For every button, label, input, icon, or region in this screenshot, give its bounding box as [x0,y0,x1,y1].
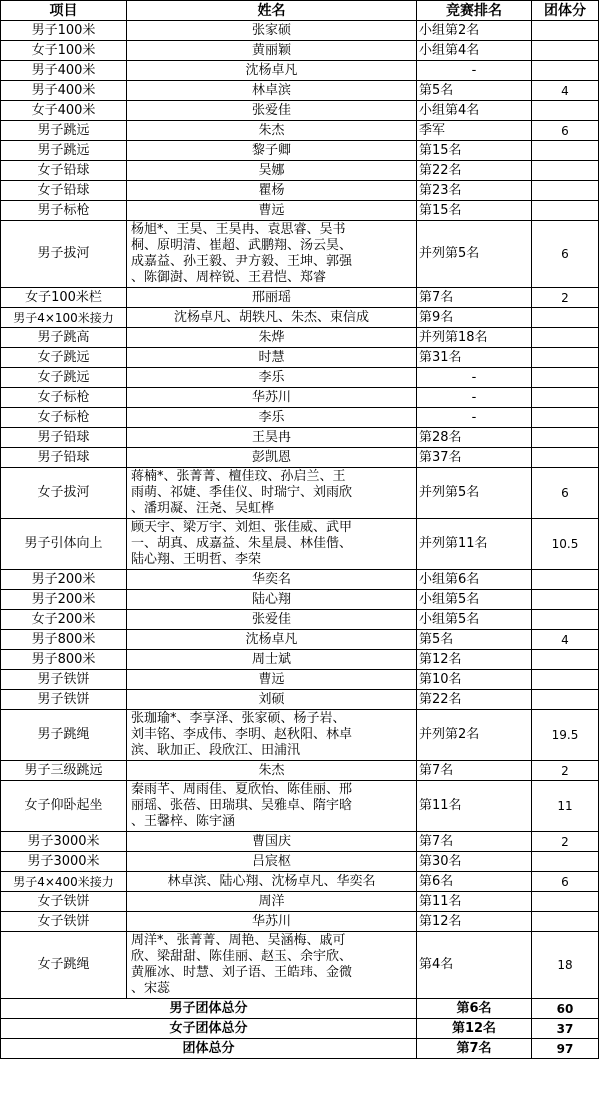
score-cell [532,201,599,221]
score-cell [532,650,599,670]
rank-cell: 第9名 [417,308,532,328]
table-row [1,308,599,328]
table-row [1,872,599,892]
total-rank: 第6名 [417,999,532,1019]
score-cell [532,328,599,348]
athlete-line: 张珈瑜*、李享泽、张家硕、杨子岩、 [131,711,346,726]
score-cell: 4 [532,630,599,650]
rank-cell: 季军 [417,121,532,141]
table-row [1,221,599,288]
total-score: 60 [532,999,599,1019]
score-cell [532,348,599,368]
score-cell [532,41,599,61]
rank-cell: 并列第18名 [417,328,532,348]
score-cell: 6 [532,121,599,141]
total-label: 男子团体总分 [1,999,417,1019]
athlete-line: 黄雁冰、时慧、刘子语、王皓玮、金微 [131,965,353,980]
table-row [1,519,599,570]
athlete-cell: 沈杨卓凡 [127,630,417,650]
athlete-line: 滨、耿加正、段欣江、田浦汛 [131,743,301,758]
score-cell [532,428,599,448]
table-row [1,590,599,610]
rank-cell: - [417,388,532,408]
event-cell: 男子800米 [1,630,127,650]
rank-cell: 第10名 [417,670,532,690]
score-cell: 2 [532,832,599,852]
score-cell [532,388,599,408]
athlete-cell [127,468,417,519]
score-cell [532,670,599,690]
athlete-line: 欣、梁甜甜、陈佳丽、赵玉、余宇欣、 [131,949,353,964]
athlete-cell [127,519,417,570]
rank-cell: 第22名 [417,690,532,710]
athlete-cell: 黎子卿 [127,141,417,161]
athlete-cell: 华苏川 [127,388,417,408]
table-row [1,81,599,101]
athlete-cell: 林卓滨、陆心翔、沈杨卓凡、华奕名 [127,872,417,892]
rank-cell: 第23名 [417,181,532,201]
table-row [1,468,599,519]
rank-cell: 第4名 [417,932,532,999]
rank-cell: 第6名 [417,872,532,892]
table-row [1,388,599,408]
table-row [1,932,599,999]
table-row [1,690,599,710]
event-cell: 男子跳远 [1,141,127,161]
rank-cell: 第12名 [417,912,532,932]
score-cell [532,161,599,181]
rank-cell: 第5名 [417,630,532,650]
rank-cell: 小组第2名 [417,21,532,41]
athlete-cell [127,932,417,999]
athlete-cell: 沈杨卓凡 [127,61,417,81]
athlete-cell: 刘硕 [127,690,417,710]
table-row [1,101,599,121]
event-cell: 男子三级跳远 [1,761,127,781]
rank-cell: 并列第5名 [417,221,532,288]
event-cell: 男子跳绳 [1,710,127,761]
rank-cell: 并列第11名 [417,519,532,570]
score-cell: 6 [532,872,599,892]
score-cell [532,892,599,912]
event-cell: 女子400米 [1,101,127,121]
table-row [1,761,599,781]
athlete-cell: 曹国庆 [127,832,417,852]
table-row [1,610,599,630]
total-score: 37 [532,1019,599,1039]
table-row [1,650,599,670]
event-cell: 女子跳绳 [1,932,127,999]
event-cell: 男子跳高 [1,328,127,348]
athlete-line: 刘丰铭、李成伟、李明、赵秋阳、林卓 [131,727,353,742]
athlete-cell: 彭凯恩 [127,448,417,468]
event-cell: 女子100米栏 [1,288,127,308]
score-cell: 4 [532,81,599,101]
rank-cell: 第28名 [417,428,532,448]
table-row [1,448,599,468]
rank-cell: 第37名 [417,448,532,468]
athlete-line: 陆心翔、王明哲、李荣 [131,552,262,567]
event-cell: 男子400米 [1,61,127,81]
athlete-cell: 李乐 [127,368,417,388]
table-row [1,368,599,388]
athlete-cell: 朱杰 [127,761,417,781]
table-row [1,852,599,872]
athlete-line: 雨萌、祁婕、季佳仪、时瑞宁、刘雨欣 [131,485,353,500]
athlete-cell [127,710,417,761]
table-row [1,288,599,308]
event-cell: 男子100米 [1,21,127,41]
rank-cell: 小组第4名 [417,41,532,61]
event-cell: 女子仰卧起坐 [1,781,127,832]
table-row [1,832,599,852]
athlete-cell: 张爱佳 [127,610,417,630]
athlete-cell: 华苏川 [127,912,417,932]
athlete-cell: 林卓滨 [127,81,417,101]
athlete-line: 、陈御澍、周梓锐、王君恺、郑睿 [131,270,327,285]
event-cell: 男子800米 [1,650,127,670]
event-cell: 男子标枪 [1,201,127,221]
rank-cell: 并列第5名 [417,468,532,519]
total-row [1,1039,599,1059]
athlete-cell: 周洋 [127,892,417,912]
athlete-cell: 王昊冉 [127,428,417,448]
rank-cell: 小组第6名 [417,570,532,590]
table-row [1,41,599,61]
score-cell [532,448,599,468]
table-row [1,710,599,761]
header-score: 团体分 [532,1,599,21]
athlete-cell: 吴娜 [127,161,417,181]
athlete-line: 桐、原明清、崔超、武鹏翔、汤云昊、 [131,238,353,253]
athlete-cell: 华奕名 [127,570,417,590]
total-score: 97 [532,1039,599,1059]
athlete-cell: 张家硕 [127,21,417,41]
athlete-line: 蒋楠*、张菁菁、檀佳玟、孙启兰、王 [131,469,346,484]
total-label: 团体总分 [1,1039,417,1059]
event-cell: 女子拔河 [1,468,127,519]
total-rank: 第7名 [417,1039,532,1059]
event-cell: 女子跳远 [1,348,127,368]
rank-cell: 并列第2名 [417,710,532,761]
score-cell: 6 [532,468,599,519]
athlete-line: 周洋*、张菁菁、周艳、吴涵梅、戚可 [131,933,346,948]
event-cell: 男子4×100米接力 [1,308,127,328]
event-cell: 男子200米 [1,570,127,590]
score-cell [532,912,599,932]
score-cell: 6 [532,221,599,288]
table-row [1,121,599,141]
event-cell: 男子铁饼 [1,690,127,710]
athlete-line: 顾天宇、梁万宇、刘炟、张佳威、武甲 [131,520,353,535]
event-cell: 女子铅球 [1,161,127,181]
event-cell: 女子铅球 [1,181,127,201]
athlete-cell: 曹远 [127,670,417,690]
table-row [1,912,599,932]
event-cell: 男子铁饼 [1,670,127,690]
athlete-line: 一、胡真、成嘉益、朱星晨、林佳偕、 [131,536,353,551]
athlete-cell: 周士斌 [127,650,417,670]
table-row [1,570,599,590]
score-cell [532,61,599,81]
rank-cell: - [417,408,532,428]
event-cell: 女子标枪 [1,408,127,428]
score-cell [532,852,599,872]
total-row [1,999,599,1019]
rank-cell: 小组第5名 [417,590,532,610]
athlete-line: 秦雨芊、周雨佳、夏欣怡、陈佳丽、邢 [131,782,353,797]
score-cell [532,610,599,630]
score-cell: 2 [532,288,599,308]
score-cell [532,141,599,161]
header-item: 项目 [1,1,127,21]
event-cell: 男子跳远 [1,121,127,141]
rank-cell: 第7名 [417,832,532,852]
header-name: 姓名 [127,1,417,21]
table-row [1,201,599,221]
score-cell [532,308,599,328]
event-cell: 男子3000米 [1,852,127,872]
rank-cell: 小组第4名 [417,101,532,121]
rank-cell: 第31名 [417,348,532,368]
score-cell: 18 [532,932,599,999]
table-row [1,428,599,448]
athlete-cell: 曹远 [127,201,417,221]
rank-cell: - [417,368,532,388]
header-row [1,1,599,21]
event-cell: 男子拔河 [1,221,127,288]
event-cell: 男子400米 [1,81,127,101]
rank-cell: 第5名 [417,81,532,101]
score-cell: 2 [532,761,599,781]
table-row [1,328,599,348]
athlete-cell: 黄丽颖 [127,41,417,61]
score-cell [532,101,599,121]
athlete-cell: 朱杰 [127,121,417,141]
event-cell: 女子100米 [1,41,127,61]
event-cell: 男子引体向上 [1,519,127,570]
rank-cell: 第7名 [417,761,532,781]
athlete-line: 、潘玥凝、汪尧、吴虹桦 [131,501,275,516]
athlete-cell: 李乐 [127,408,417,428]
score-cell: 10.5 [532,519,599,570]
event-cell: 女子跳远 [1,368,127,388]
score-cell [532,368,599,388]
rank-cell: 第15名 [417,201,532,221]
athlete-line: 丽瑶、张蓓、田瑞琪、吴雅卓、隋宇晗 [131,798,353,813]
athlete-cell [127,221,417,288]
table-row [1,408,599,428]
table-row [1,61,599,81]
event-cell: 男子200米 [1,590,127,610]
event-cell: 男子铅球 [1,448,127,468]
score-cell [532,590,599,610]
total-row [1,1019,599,1039]
table-row [1,781,599,832]
score-cell: 19.5 [532,710,599,761]
header-rank: 竞赛排名 [417,1,532,21]
rank-cell: 第30名 [417,852,532,872]
event-cell: 女子铁饼 [1,912,127,932]
athlete-cell: 时慧 [127,348,417,368]
athlete-cell: 邢丽瑶 [127,288,417,308]
table-body [1,21,599,1059]
rank-cell: 第22名 [417,161,532,181]
total-label: 女子团体总分 [1,1019,417,1039]
athlete-cell [127,781,417,832]
rank-cell: 第11名 [417,892,532,912]
athlete-cell: 陆心翔 [127,590,417,610]
event-cell: 女子铁饼 [1,892,127,912]
score-cell: 11 [532,781,599,832]
event-cell: 男子4×400米接力 [1,872,127,892]
athlete-cell: 张爱佳 [127,101,417,121]
score-cell [532,690,599,710]
rank-cell: 第11名 [417,781,532,832]
table-row [1,892,599,912]
athlete-cell: 吕宸枢 [127,852,417,872]
athlete-line: 、王馨梓、陈宇涵 [131,814,236,829]
table-row [1,21,599,41]
athlete-line: 成嘉益、孙王毅、尹方毅、王坤、郭强 [131,254,353,269]
event-cell: 女子标枪 [1,388,127,408]
table-row [1,670,599,690]
table-row [1,630,599,650]
athlete-cell: 沈杨卓凡、胡轶凡、朱杰、束信成 [127,308,417,328]
table-row [1,348,599,368]
rank-cell: 第12名 [417,650,532,670]
score-cell [532,181,599,201]
table-row [1,161,599,181]
score-cell [532,21,599,41]
event-cell: 男子3000米 [1,832,127,852]
total-rank: 第12名 [417,1019,532,1039]
event-cell: 女子200米 [1,610,127,630]
rank-cell: 第7名 [417,288,532,308]
table-row [1,181,599,201]
rank-cell: - [417,61,532,81]
rank-cell: 小组第5名 [417,610,532,630]
athlete-cell: 朱烨 [127,328,417,348]
score-cell [532,408,599,428]
table-row [1,141,599,161]
event-cell: 男子铅球 [1,428,127,448]
rank-cell: 第15名 [417,141,532,161]
athlete-line: 、宋蕊 [131,981,171,996]
score-cell [532,570,599,590]
athlete-line: 杨旭*、王昊、王昊冉、袁思睿、吴书 [131,222,346,237]
athlete-cell: 瞿杨 [127,181,417,201]
